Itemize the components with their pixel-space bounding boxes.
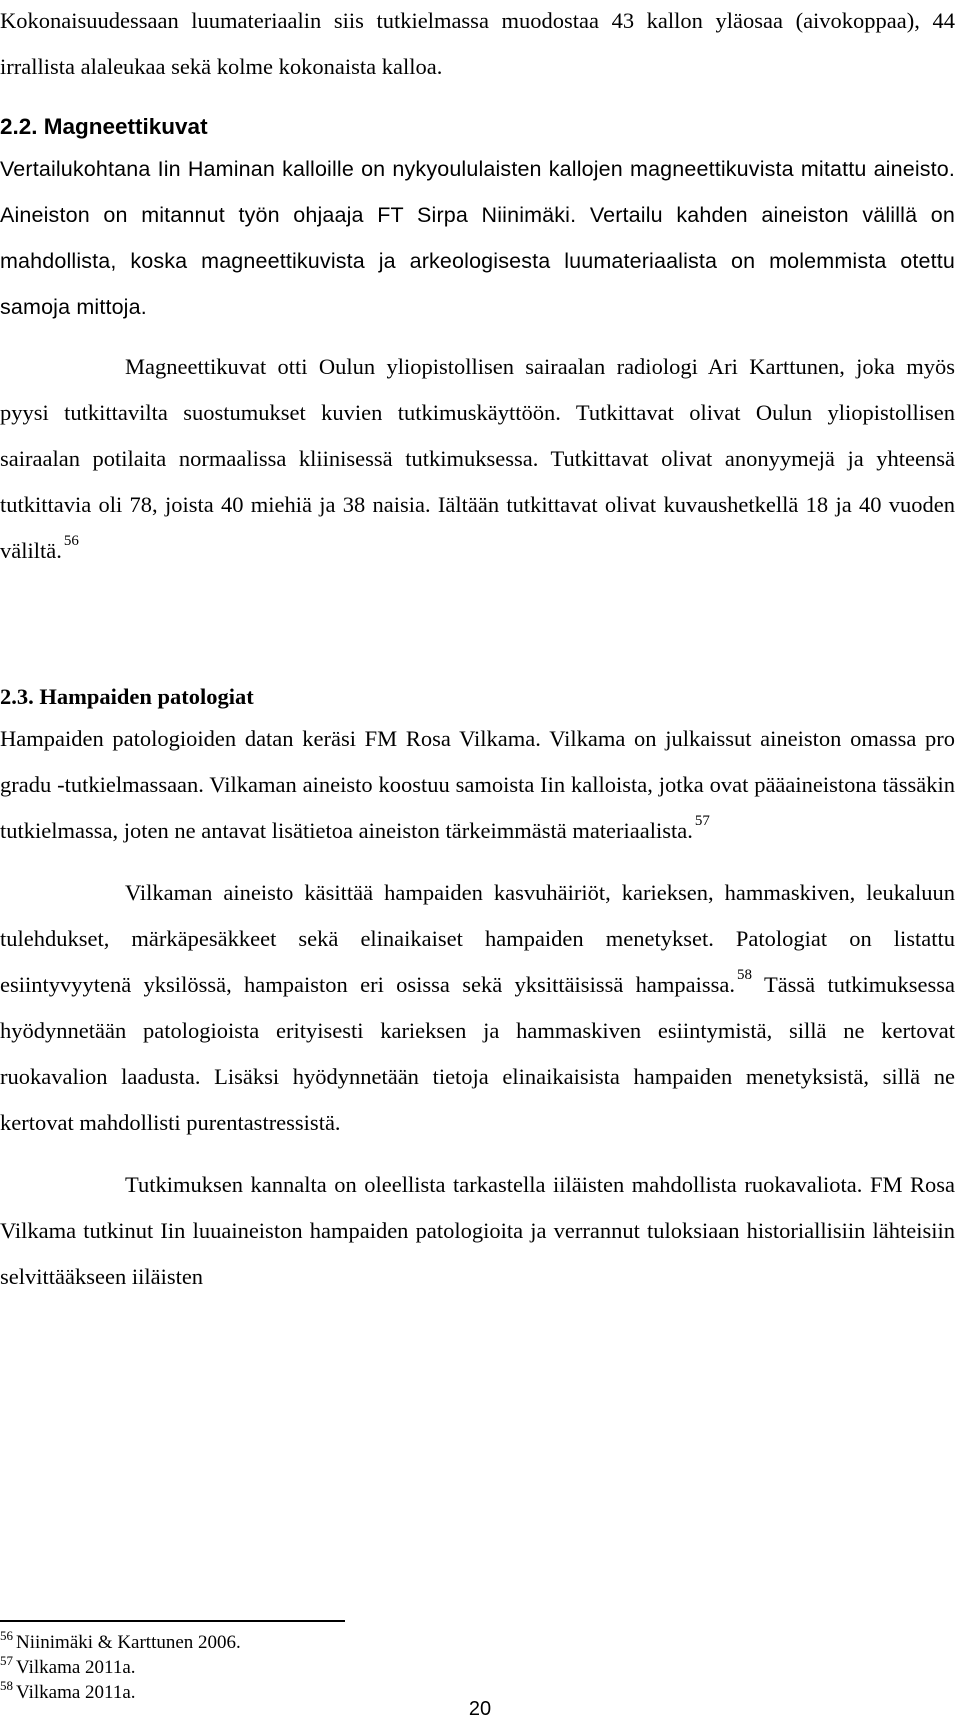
- patologiat-paragraph-1: [0, 716, 955, 854]
- section-heading-magneettikuvat: 2.2. Magneettikuvat: [0, 114, 208, 139]
- section-2-3: [0, 674, 955, 1300]
- footnote-ref-58: 58: [737, 967, 753, 983]
- magneettikuvat-paragraph-1: Vertailukohtana Iin Haminan kalloille on nykyoululaisten kallojen magneettikuvista mitattu aineisto. Aineiston on mitannut työn ohjaaja FT Sirpa Niinimäki. Vertailu kahden aineiston välillä on mahdollista, koska magneettikuvista ja arkeologisesta luumateriaalista on molemmista otettu samoja mittoja.: [0, 157, 955, 319]
- footnote-number: 56: [0, 1628, 13, 1643]
- section-heading-hampaiden-patologiat: 2.3. Hampaiden patologiat: [0, 684, 254, 709]
- section-2-2: [0, 104, 955, 574]
- footnote-number: 57: [0, 1653, 13, 1668]
- magneettikuvat-paragraph-2-text: Magneettikuvat otti Oulun yliopistollisen sairaalan radiologi Ari Karttunen, joka myös pyysi tutkittavilta suostumukset kuvien tutkimuskäyttöön. Tutkittavat olivat Oulun yliopistollisen sairaalan potilaita normaalissa kliinisessä tutkimuksessa. Tutkittavat olivat anonyymejä ja yhteensä tutkittavia oli 78, joista 40 miehiä ja 38 naisia. Iältään tutkittavat olivat kuvaushetkellä 18 ja 40 vuoden väliltä.: [0, 354, 955, 563]
- intro-paragraph: Kokonaisuudessaan luumateriaalin siis tutkielmassa muodostaa 43 kallon yläosaa (aivokoppaa), 44 irrallista alaleukaa sekä kolme kokonaista kalloa.: [0, 8, 955, 79]
- patologiat-paragraph-3: Tutkimuksen kannalta on oleellista tarkastella iiläisten mahdollista ruokavaliota. FM Rosa Vilkama tutkinut Iin luuaineiston hampaiden patologioita ja verrannut tuloksiaan historiallisiin lähteisiin selvittääkseen iiläisten: [0, 1172, 955, 1289]
- magneettikuvat-paragraph-2: [0, 344, 955, 574]
- footnote-ref-56: 56: [63, 533, 79, 549]
- footnote-text: Vilkama 2011a.: [16, 1657, 136, 1678]
- patologiat-paragraph-1-text: Hampaiden patologioiden datan keräsi FM Rosa Vilkama. Vilkama on julkaissut aineiston omassa pro gradu -tutkielmassaan. Vilkaman aineisto koostuu samoista Iin kalloista, jotka ovat pääaineistona tässäkin tutkielmassa, joten ne antavat lisätietoa aineiston tärkeimmästä materiaalista.: [0, 726, 955, 843]
- intro-block: [0, 0, 955, 90]
- footnotes: [0, 1630, 700, 1705]
- footnote-56: [0, 1630, 700, 1655]
- patologiat-paragraph-2: [0, 870, 955, 1146]
- footnote-text: Vilkama 2011a.: [16, 1682, 136, 1703]
- patologiat-paragraph-2-text-a: Vilkaman aineisto käsittää hampaiden kasvuhäiriöt, karieksen, hammaskiven, leukaluun tulehdukset, märkäpesäkkeet sekä elinaikaiset hampaiden menetykset. Patologiat on listattu esiintyvyytenä yksilössä, hampaiston eri osissa sekä yksittäisissä hampaissa.: [0, 880, 955, 997]
- footnote-number: 58: [0, 1678, 13, 1693]
- footnote-text: Niinimäki & Karttunen 2006.: [16, 1632, 241, 1653]
- patologiat-paragraph-2-text-b: Tässä tutkimuksessa hyödynnetään patologioista erityisesti karieksen ja hammaskiven esiintymistä, sillä ne kertovat ruokavalion laadusta. Lisäksi hyödynnetään tietoja elinaikaisista hampaiden menetyksistä, sillä ne kertovat mahdollisti purentastressistä.: [0, 972, 956, 1135]
- page-number: 20: [468, 1698, 492, 1720]
- footnote-ref-57: 57: [694, 813, 710, 829]
- footnote-separator: [0, 1620, 345, 1622]
- footnote-57: [0, 1655, 700, 1680]
